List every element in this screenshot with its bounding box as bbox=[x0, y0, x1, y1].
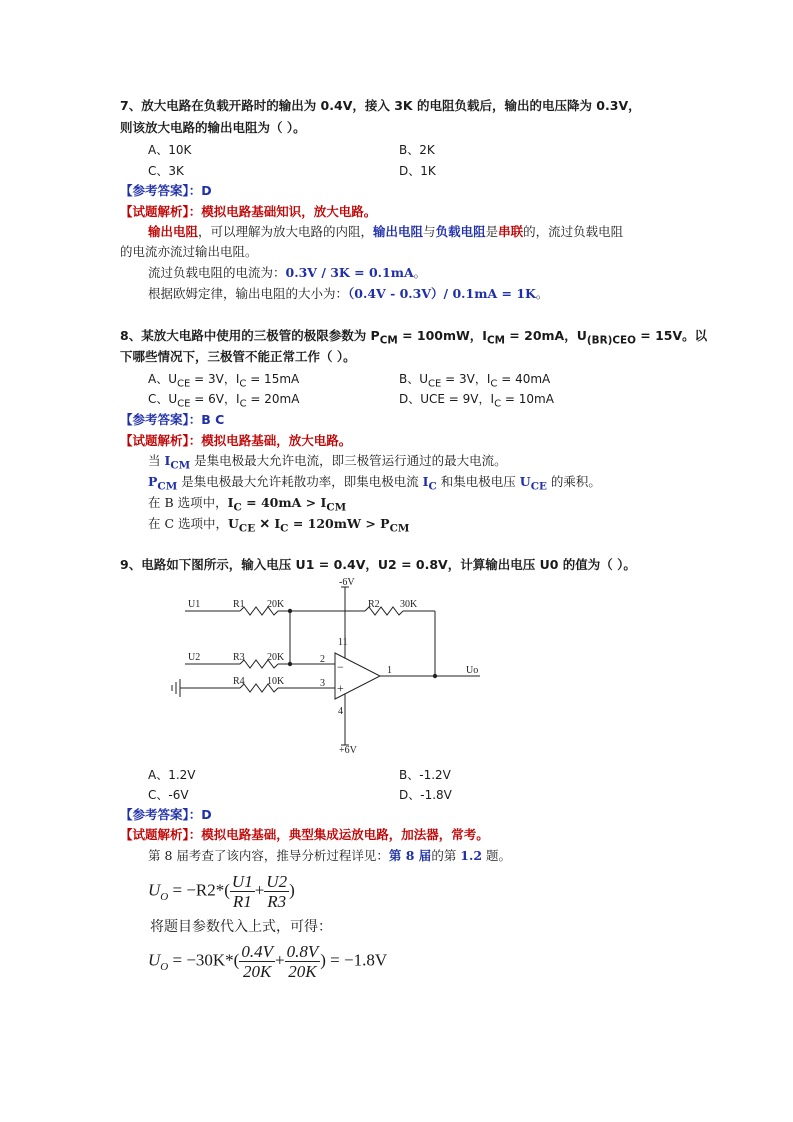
question-7-line-1: 7、放大电路在负载开路时的输出为 0.4V，接入 3K 的电阻负载后，输出的电压降为 0.3V， bbox=[120, 98, 641, 113]
r4-label: R4 bbox=[233, 676, 245, 687]
q9-analysis-heading: 【试题解析】：模拟电路基础，典型集成运放电路，加法器，常考。 bbox=[120, 827, 489, 842]
summing-amplifier-circuit-diagram bbox=[160, 575, 500, 755]
q8-explanation-3: 在 B 选项中，$I_C = 40mA > I_{CM}$ bbox=[148, 495, 347, 514]
pin-1-label: 1 bbox=[387, 665, 392, 676]
output-label: Uo bbox=[466, 665, 479, 676]
q7-explanation-3: 流过负载电阻的电流为：0.3V / 3K = 0.1mA。 bbox=[148, 265, 427, 280]
q9-option-b: B、-1.2V bbox=[399, 768, 451, 782]
q8-option-c: C、$U_{CE} = 6V$，$I_C = 20mA$ bbox=[148, 392, 300, 410]
q8-option-d: D、UCE = 9V，$I_C = 10mA$ bbox=[399, 392, 554, 410]
pin-2-label: 2 bbox=[320, 654, 325, 665]
q8-explanation-2: $P_{CM}$ 是集电极最大允许耗散功率，即集电极电流 $I_C$ 和集电极电压 $U_{CE}$ 的乘积。 bbox=[148, 474, 601, 493]
formula-summing-amplifier: $U_O = -R2*$( $\frac{U1}{R1}$ + $\frac{U2}{R3}$ ) bbox=[148, 872, 295, 911]
q7-option-b: B、2K bbox=[399, 143, 435, 157]
q7-explanation-4: 根据欧姆定律，输出电阻的大小为：（0.4V - 0.3V）/ 0.1mA = 1K。 bbox=[148, 286, 549, 301]
r4-value: 10K bbox=[267, 676, 285, 687]
q9-explanation-1: 第 8 届考查了该内容，推导分析过程详见：第 8 届的第 1.2 题。 bbox=[148, 848, 512, 863]
r1-label: R1 bbox=[233, 599, 245, 610]
q9-answer: 【参考答案】：D bbox=[120, 807, 212, 822]
q9-explanation-2: 将题目参数代入上式，可得： bbox=[150, 919, 332, 935]
q8-explanation-1: 当 $I_{CM}$ 是集电极最大允许电流，即三极管运行通过的最大电流。 bbox=[148, 453, 507, 472]
q9-option-c: C、-6V bbox=[148, 788, 189, 802]
q9-option-a: A、1.2V bbox=[148, 768, 196, 782]
q8-explanation-4: 在 C 选项中，$U_{CE}$ ✕ $I_C = 120mW > P_{CM}$ bbox=[148, 516, 410, 535]
formula-substituted: $U_O = -30K*$( $\frac{0.4V}{20K}$ + $\frac{0.8V}{20K}$ ) = −1.8V bbox=[148, 942, 388, 981]
r1-value: 20K bbox=[267, 599, 285, 610]
q7-option-c: C、3K bbox=[148, 164, 184, 178]
question-9-line-1: 9、电路如下图所示，输入电压 U1 = 0.4V，U2 = 0.8V，计算输出电压 U0 的值为（ ）。 bbox=[120, 557, 636, 572]
pos-supply-label: +6V bbox=[339, 745, 357, 755]
pin-4-label: 4 bbox=[338, 706, 343, 717]
q9-option-d: D、-1.8V bbox=[399, 788, 452, 802]
r3-value: 20K bbox=[267, 652, 285, 663]
q7-analysis-heading: 【试题解析】：模拟电路基础知识，放大电路。 bbox=[120, 204, 377, 219]
q8-answer: 【参考答案】：B C bbox=[120, 412, 225, 427]
q7-option-d: D、1K bbox=[399, 164, 436, 178]
non-inverting-sign: + bbox=[337, 681, 344, 695]
question-7-line-2: 则该放大电路的输出电阻为（ ）。 bbox=[120, 120, 306, 135]
q8-option-a: A、$U_{CE} = 3V$，$I_C = 15mA$ bbox=[148, 372, 300, 390]
question-8-line-2: 下哪些情况下，三极管不能正常工作（ ）。 bbox=[120, 349, 356, 364]
r2-label: R2 bbox=[368, 599, 380, 610]
r3-label: R3 bbox=[233, 652, 245, 663]
pin-3-label: 3 bbox=[320, 678, 325, 689]
inverting-sign: − bbox=[337, 660, 344, 674]
q7-answer: 【参考答案】：D bbox=[120, 183, 212, 198]
neg-supply-label: -6V bbox=[339, 577, 355, 588]
r2-value: 30K bbox=[400, 599, 418, 610]
question-8-line-1: 8、某放大电路中使用的三极管的极限参数为 $P_{CM} = 100mW$，$I_{CM} = 20mA$，$U_{(BR)CEO} = 15V$。以 bbox=[120, 328, 708, 347]
q8-option-b: B、$U_{CE} = 3V$，$I_C = 40mA$ bbox=[399, 372, 551, 390]
u2-label: U2 bbox=[188, 652, 201, 663]
q7-option-a: A、10K bbox=[148, 143, 192, 157]
pin-11-label: 11 bbox=[338, 637, 348, 648]
q7-explanation-1: 输出电阻，可以理解为放大电路的内阻，输出电阻与负载电阻是串联的，流过负载电阻 bbox=[148, 224, 624, 239]
q8-analysis-heading: 【试题解析】：模拟电路基础，放大电路。 bbox=[120, 433, 352, 448]
q7-explanation-2: 的电流亦流过输出电阻。 bbox=[120, 244, 258, 259]
u1-label: U1 bbox=[188, 599, 201, 610]
